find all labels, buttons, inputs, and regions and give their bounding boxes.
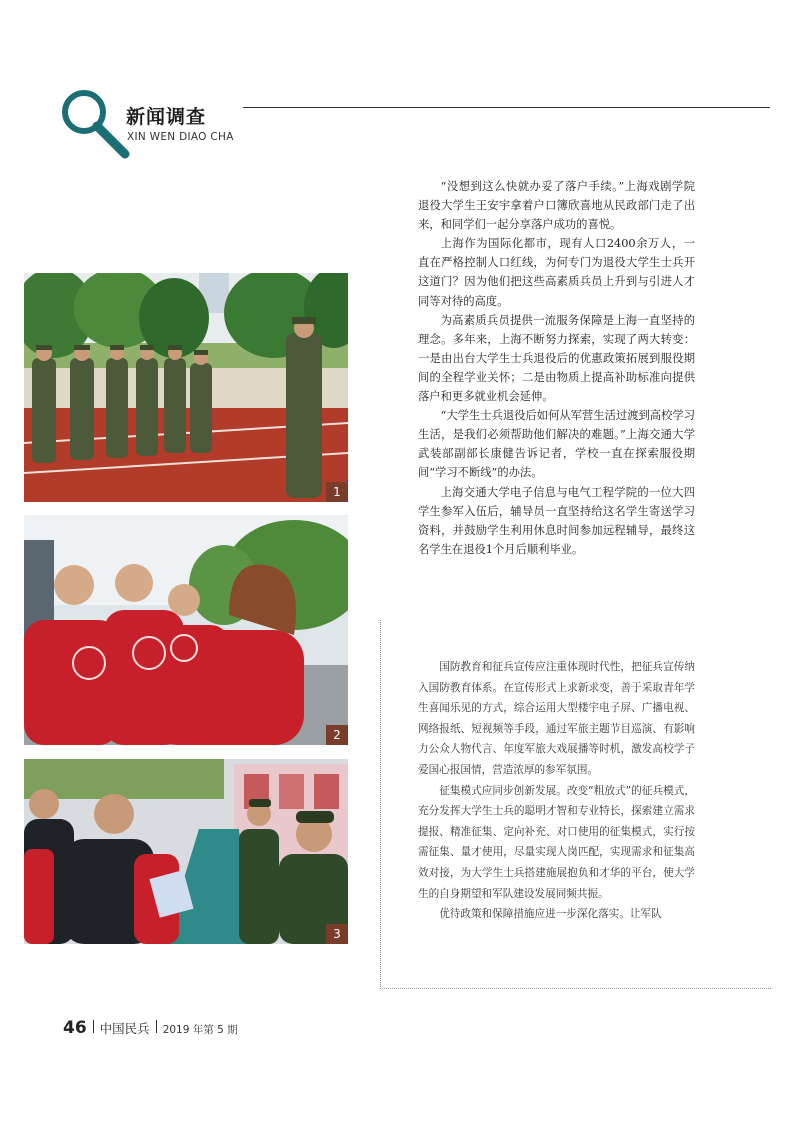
photo-recruitment-desk (24, 759, 348, 944)
sidebar-body (418, 657, 695, 925)
page-number: 46 (63, 1018, 87, 1038)
photo-number-badge: 1 (326, 482, 348, 502)
photo-students-hoodies (24, 515, 348, 745)
section-title: 新闻调查 (126, 106, 207, 128)
photo-number-badge: 2 (326, 725, 348, 745)
article-paragraph: 为高素质兵员提供一流服务保障是上海一直坚持的理念。多年来，上海不断努力探索，实现了两大转变：一是由出台大学生士兵退役后的优惠政策拓展到服役期间的全程学业关怀；二是由物质上提高补助标准向提供落户和更多就业机会延伸。 (418, 313, 695, 404)
photo-number-badge: 3 (326, 924, 348, 944)
article-body (418, 177, 695, 559)
footer-divider (93, 1020, 94, 1033)
issue-label: 2019 年第 5 期 (162, 1024, 238, 1036)
sidebar-paragraph: 征集模式应同步创新发展。改变“粗放式”的征兵模式，充分发挥大学生士兵的聪明才智和专业特长，探索建立需求提报、精准征集、定向补充、对口使用的征集模式，实行按需征集、量才使用，尽量实现人岗匹配，实现需求和征集高效对接，为大学生士兵搭建施展抱负和才华的平台，使大学生的自身期望和军队建设发展同频共振。 (418, 784, 695, 900)
page-footer (63, 1018, 238, 1038)
header-divider (243, 107, 770, 108)
footer-divider (156, 1020, 157, 1033)
section-subtitle: XIN WEN DIAO CHA (127, 131, 234, 143)
photo-soldiers-track (24, 273, 348, 502)
article-paragraph: “大学生士兵退役后如何从军营生活过渡到高校学习生活，是我们必须帮助他们解决的难题。”上海交通大学武装部副部长康健告诉记者，学校一直在探索服役期间“学习不断线”的办法。 (418, 409, 695, 480)
magazine-name: 中国民兵 (99, 1021, 150, 1036)
magnifier-icon (60, 88, 130, 160)
article-paragraph: 上海作为国际化都市，现有人口2400余万人，一直在严格控制人口红线，为何专门为退役大学生士兵开这道门？因为他们把这些高素质兵员上升到与引进人才同等对待的高度。 (418, 237, 695, 308)
sidebar-paragraph: 优待政策和保障措施应进一步深化落实。让军队 (439, 908, 662, 921)
sidebar-paragraph: 国防教育和征兵宣传应注重体现时代性，把征兵宣传纳入国防教育体系。在宣传形式上求新求变，善于采取青年学生喜闻乐见的方式，综合运用大型楼宇电子屏、广播电视、网络报纸、短视频等手段，通过军旅主题节目巡演、有影响力公众人物代言、年度军旅大戏展播等时机，激发高校学子爱国心报国情，营造浓厚的参军氛围。 (418, 661, 695, 776)
article-paragraph: 上海交通大学电子信息与电气工程学院的一位大四学生参军入伍后，辅导员一直坚持给这名学生寄送学习资料，并鼓励学生利用休息时间参加远程辅导，最终这名学生在退役1个月后顺利毕业。 (418, 485, 695, 556)
article-paragraph: “没想到这么快就办妥了落户手续。”上海戏剧学院退役大学生王安宇拿着户口簿欣喜地从民政部门走了出来，和同学们一起分享落户成功的喜悦。 (418, 180, 695, 232)
